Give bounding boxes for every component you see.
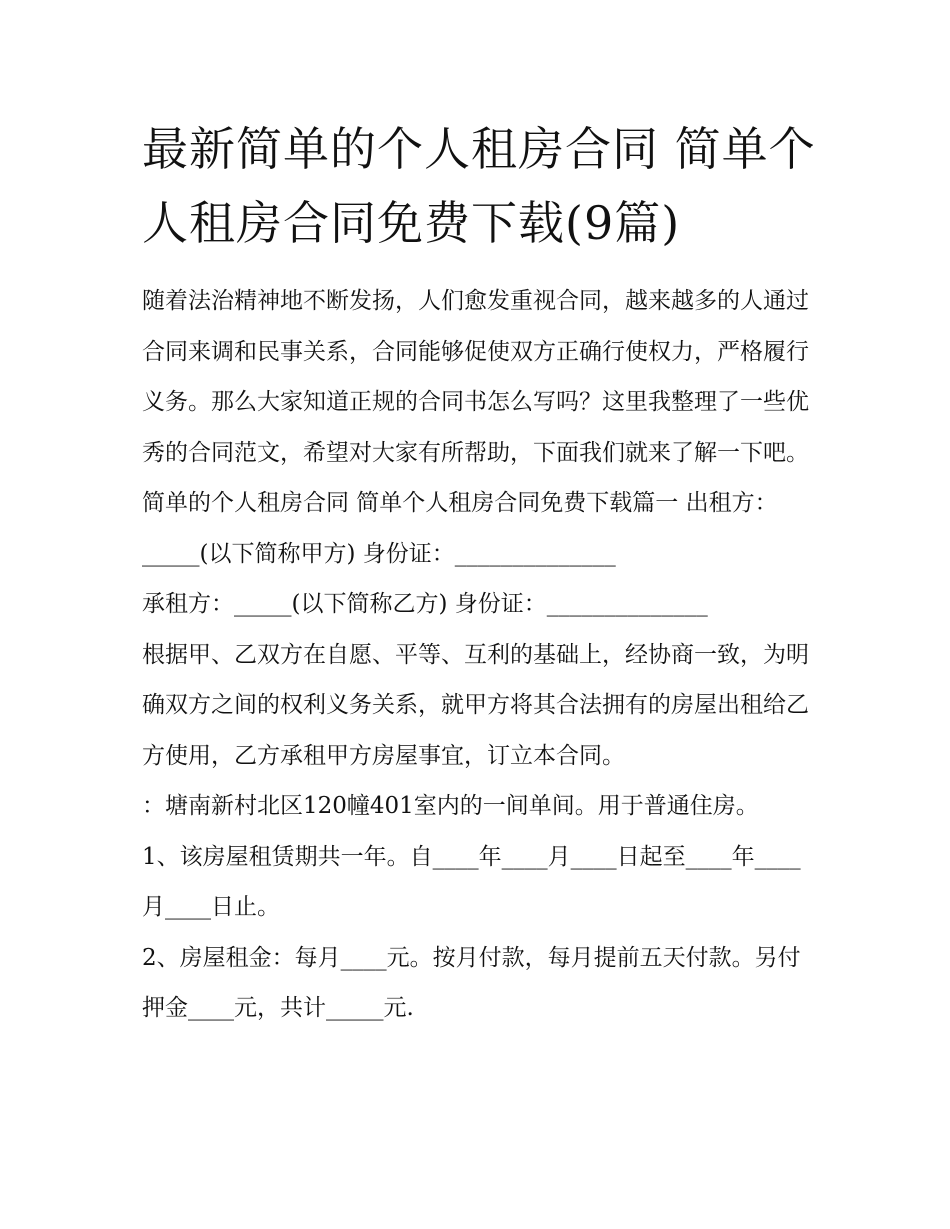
paragraph-preamble: 根据甲、乙双方在自愿、平等、互利的基础上，经协商一致，为明确双方之间的权利义务关系，就甲方将其合法拥有的房屋出租给乙方使用，乙方承租甲方房屋事宜，订立本合同。 <box>142 641 809 769</box>
paragraph-term: 1、该房屋租赁期共一年。自____年____月____日起至____年____月____日止。 <box>142 843 801 920</box>
document-body <box>142 276 818 1034</box>
paragraph-rent: 2、房屋租金：每月____元。按月付款，每月提前五天付款。另付押金____元，共计_____元. <box>142 944 801 1021</box>
paragraph-lessor: 简单的个人租房合同 简单个人租房合同免费下载篇一 出租方：_____(以下简称甲方) 身份证：______________ <box>142 490 778 567</box>
paragraph-premises: ：塘南新村北区120幢401室内的一间单间。用于普通住房。 <box>142 793 759 819</box>
paragraph-lessee: 承租方：_____(以下简称乙方) 身份证：______________ <box>142 591 708 617</box>
document-title: 最新简单的个人租房合同 简单个人租房合同免费下载(9篇) <box>142 122 816 250</box>
paragraph-intro: 随着法治精神地不断发扬，人们愈发重视合同，越来越多的人通过合同来调和民事关系，合同能够促使双方正确行使权力，严格履行义务。那么大家知道正规的合同书怎么写吗？这里我整理了一些优秀的合同范文，希望对大家有所帮助，下面我们就来了解一下吧。 <box>142 288 809 466</box>
